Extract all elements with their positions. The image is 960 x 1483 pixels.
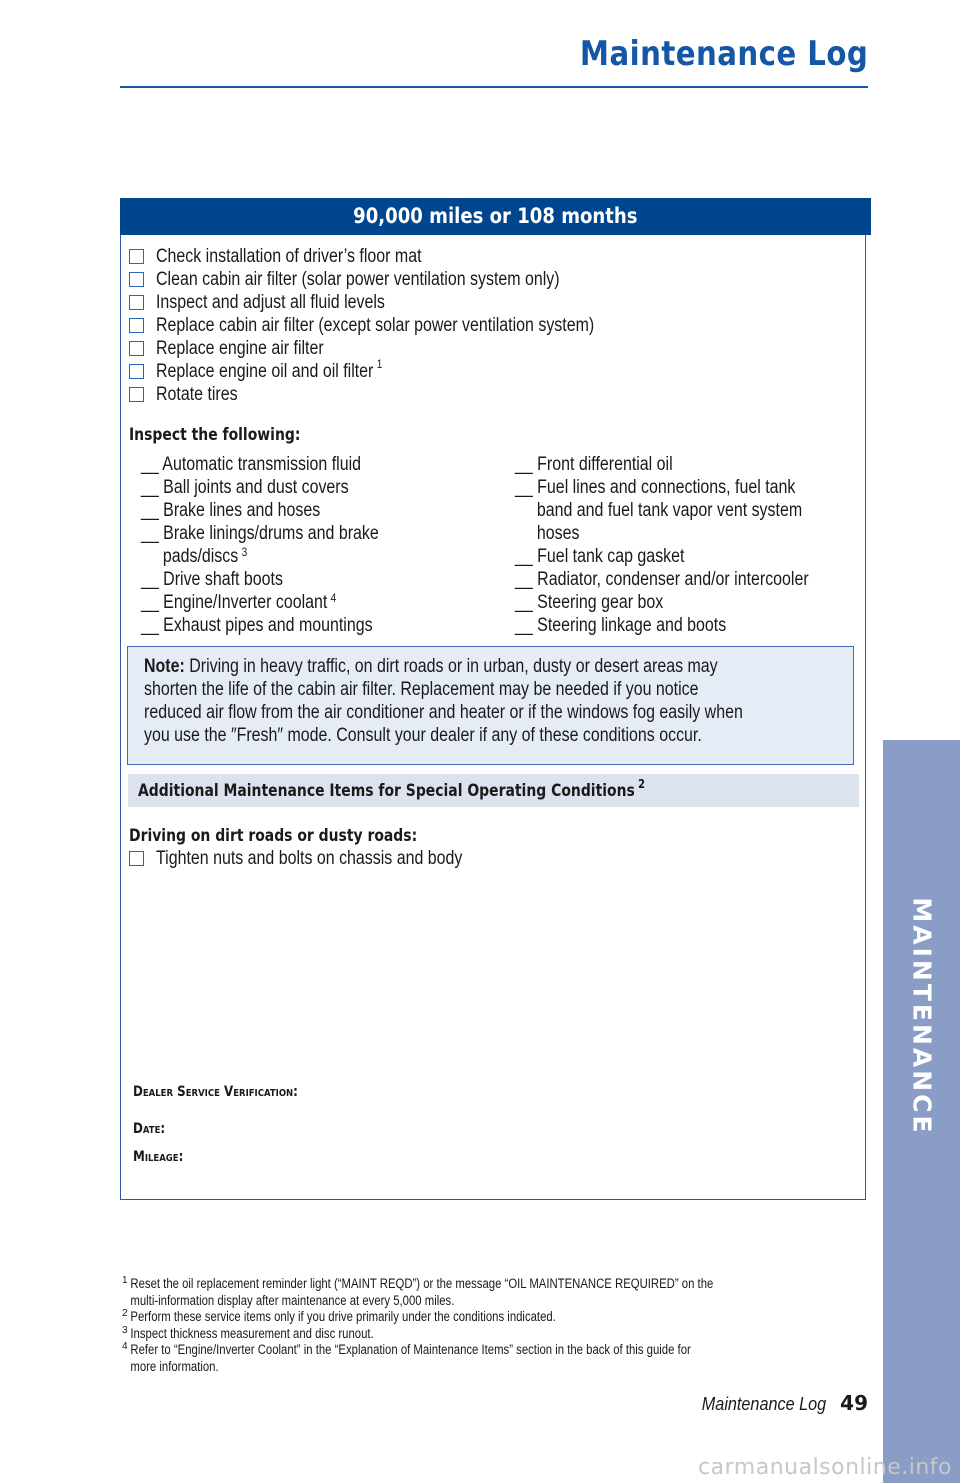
checkbox[interactable] <box>129 272 144 287</box>
inspect-item: __ Automatic transmission fluid <box>141 454 362 475</box>
inspect-list-left <box>141 453 424 637</box>
additional-items-heading: Additional Maintenance Items for Special Operating Conditions $^2$ <box>138 777 645 801</box>
page-footer <box>688 1391 868 1415</box>
note-label: Note: <box>144 656 185 677</box>
interval-header <box>120 198 871 235</box>
inspect-item: __ Brake lines and hoses <box>141 500 321 521</box>
section-side-tab <box>883 740 960 1483</box>
task-text: Replace cabin air filter (except solar power ventilation system) <box>156 314 595 336</box>
page-number: 49 <box>840 1391 868 1415</box>
inspect-item: __ Exhaust pipes and mountings <box>141 615 373 636</box>
footnote: 3 Inspect thickness measurement and disc runout. <box>122 1324 374 1341</box>
task-text: Rotate tires <box>156 383 238 405</box>
footnote: 4 Refer to “Engine/Inverter Coolant” in the “Explanation of Maintenance Items” section in the back of this guide for more information. <box>122 1341 691 1374</box>
inspect-item: __ Ball joints and dust covers <box>141 477 349 498</box>
inspect-item: __ Fuel lines and connections, fuel tank <box>515 477 796 498</box>
dirt-roads-heading: Driving on dirt roads or dusty roads: <box>129 826 418 846</box>
interval-label: 90,000 miles or 108 months <box>353 204 638 228</box>
inspect-item: __ Drive shaft boots <box>141 569 283 590</box>
checkbox[interactable] <box>129 851 144 866</box>
inspect-item-continued: hoses <box>536 523 580 544</box>
inspect-item: __ Steering linkage and boots <box>515 615 727 636</box>
inspect-item: __ Fuel tank cap gasket <box>515 546 685 567</box>
footnote: 2 Perform these service items only if you drive primarily under the conditions indicated. <box>122 1308 556 1324</box>
footnote-ref: 2 <box>638 777 645 791</box>
watermark: carmanualsonline.info <box>698 1455 952 1480</box>
inspect-item: __ Brake linings/drums and brake <box>141 523 379 544</box>
task-list <box>129 245 678 406</box>
dealer-verification-label: Dealer Service Verification: <box>133 1084 298 1100</box>
additional-items-bar <box>128 774 859 807</box>
task-item <box>129 847 521 870</box>
maintenance-log-box <box>120 198 866 1200</box>
checkbox[interactable] <box>129 387 144 402</box>
task-text: Replace engine air filter <box>156 337 324 359</box>
inspect-item: __ Radiator, condenser and/or intercooler <box>515 569 809 590</box>
checkbox[interactable] <box>129 364 144 379</box>
task-item <box>129 314 678 337</box>
footnote-ref: 3 <box>241 545 248 559</box>
inspect-heading: Inspect the following: <box>129 425 301 445</box>
inspect-item-continued: band and fuel tank vapor vent system <box>536 500 803 521</box>
mileage-label: Mileage: <box>133 1149 184 1165</box>
task-text: Inspect and adjust all fluid levels <box>156 291 385 313</box>
checkbox[interactable] <box>129 341 144 356</box>
inspect-item: __ Engine/Inverter coolant $^4$ <box>141 591 337 613</box>
task-text: Replace engine oil and oil filter $^1$ <box>156 356 383 382</box>
checkbox[interactable] <box>129 249 144 264</box>
page-title: Maintenance Log <box>579 34 868 74</box>
task-item <box>129 383 678 406</box>
task-text: Check installation of driver’s floor mat <box>156 245 422 267</box>
task-item <box>129 337 678 360</box>
footnote: 1 Reset the oil replacement reminder light (“MAINT REQD”) or the message “OIL MAINTENANCE REQUIRED” on the multi-information display after maintenance at every 5,000 miles. <box>122 1275 714 1308</box>
date-label: Date: <box>133 1121 166 1137</box>
inspect-item-continued: pads/discs $^3$ <box>162 545 248 567</box>
note-text: Note: Driving in heavy traffic, on dirt roads or in urban, dusty or desert areas may shorten the life of the cabin air filter. Replacement may be needed if you notice reduced air flow from the air conditioner and heater or if the windows fog easily when you use the ″Fresh″ mode. Consult your dealer if any of these conditions occur. <box>144 656 743 746</box>
checkbox[interactable] <box>129 295 144 310</box>
inspect-item: __ Steering gear box <box>515 592 664 613</box>
footnote-ref: 4 <box>330 591 337 605</box>
task-text: Tighten nuts and bolts on chassis and body <box>156 847 463 869</box>
task-item <box>129 245 678 268</box>
title-rule <box>120 86 868 88</box>
footnote-ref: 1 <box>376 356 383 371</box>
task-text: Clean cabin air filter (solar power ventilation system only) <box>156 268 560 290</box>
side-tab-label: MAINTENANCE <box>907 897 936 1136</box>
note-box <box>127 646 854 765</box>
inspect-list-right <box>515 453 865 637</box>
footer-label: Maintenance Log <box>701 1394 827 1414</box>
checkbox[interactable] <box>129 318 144 333</box>
inspect-item: __ Front differential oil <box>515 454 673 475</box>
footnotes <box>122 1276 862 1375</box>
task-item <box>129 268 678 291</box>
task-item <box>129 356 678 383</box>
task-item <box>129 291 678 314</box>
